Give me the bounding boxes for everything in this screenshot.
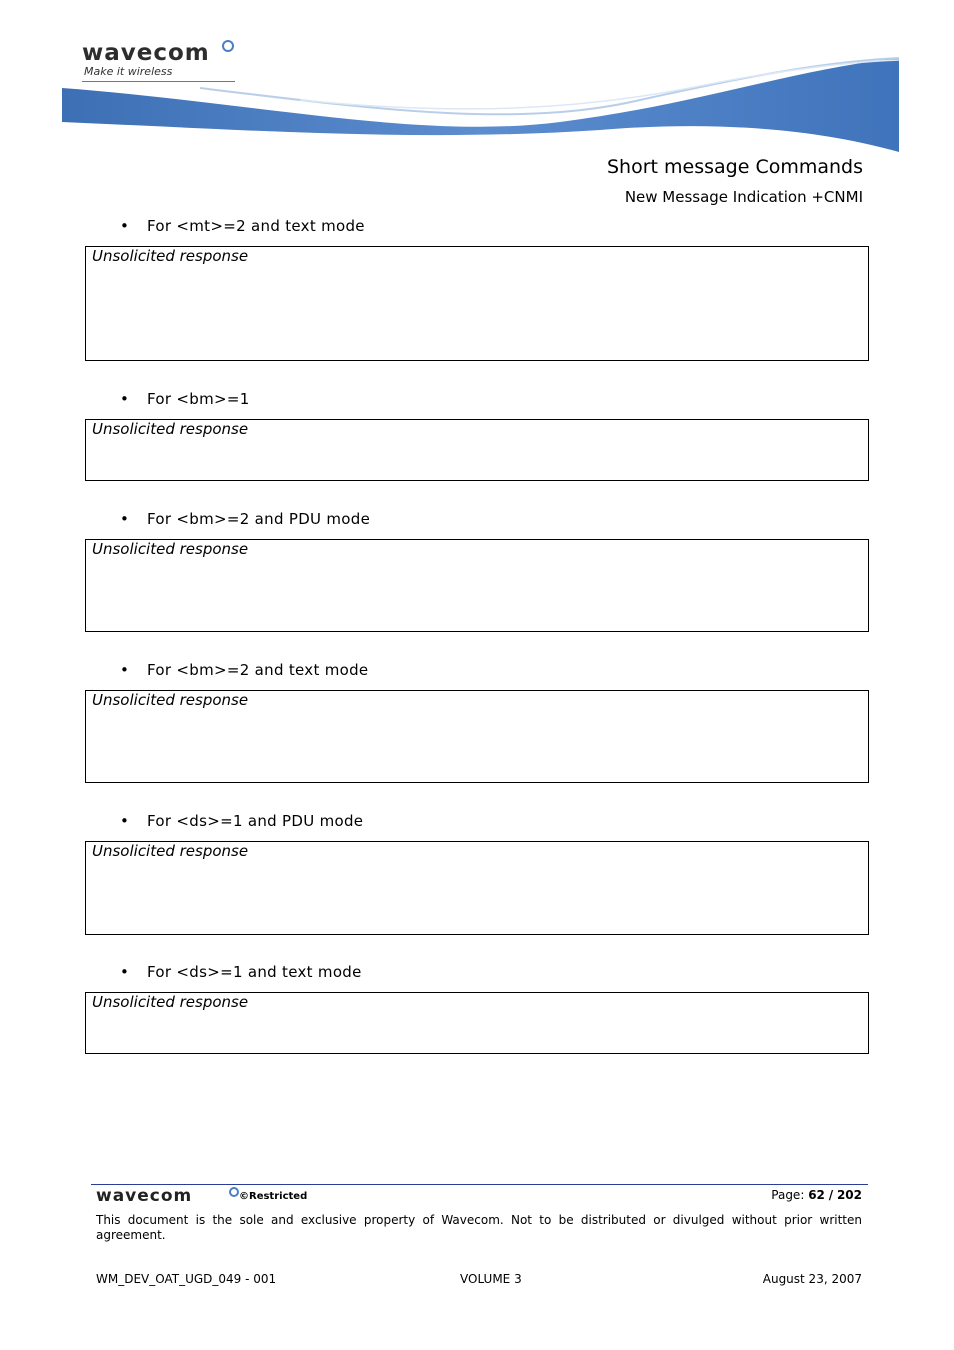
bullet-icon: • [120, 217, 130, 235]
response-box-label: Unsolicited response [92, 842, 249, 860]
response-box [85, 841, 869, 935]
page-number [771, 1188, 862, 1202]
restricted-mark: ©Restricted [239, 1191, 308, 1202]
logo-tagline: Make it wireless [84, 65, 173, 78]
bullet-icon: • [120, 390, 130, 408]
page-prefix: Page: [771, 1188, 805, 1202]
bullet-text: For <bm>=2 and text mode [147, 661, 369, 679]
bullet-text: For <mt>=2 and text mode [147, 217, 365, 235]
bullet-icon: • [120, 510, 130, 528]
page-current: 62 [808, 1188, 825, 1202]
footer-wavecom-logo: wavecom [96, 1186, 193, 1206]
bullet-text: For <ds>=1 and text mode [147, 963, 362, 981]
response-box [85, 246, 869, 361]
page-total: 202 [836, 1188, 862, 1202]
page-separator: / [828, 1188, 834, 1202]
response-box-label: Unsolicited response [92, 993, 249, 1011]
bullet-text: For <ds>=1 and PDU mode [147, 812, 364, 830]
bullet-icon: • [120, 812, 130, 830]
bullet-icon: • [120, 963, 130, 981]
response-box [85, 539, 869, 632]
document-date: August 23, 2007 [762, 1272, 862, 1286]
section-subtitle: New Message Indication +CNMI [624, 188, 863, 206]
response-box [85, 690, 869, 783]
bullet-text: For <bm>=1 [147, 390, 250, 408]
response-box [85, 419, 869, 481]
bullet-icon: • [120, 661, 130, 679]
confidentiality-notice: This document is the sole and exclusive property of Wavecom. Not to be distributed or divulged without prior written agreement. [96, 1213, 862, 1242]
response-box-label: Unsolicited response [92, 691, 249, 709]
bullet-text: For <bm>=2 and PDU mode [147, 510, 371, 528]
footer-rule [91, 1184, 868, 1185]
header-swoosh-graphic [0, 50, 954, 160]
volume-label: VOLUME 3 [460, 1272, 522, 1286]
response-box-label: Unsolicited response [92, 420, 249, 438]
response-box-label: Unsolicited response [92, 540, 249, 558]
wavecom-logo: wavecom [82, 40, 210, 66]
document-reference: WM_DEV_OAT_UGD_049 - 001 [96, 1272, 277, 1286]
response-box-label: Unsolicited response [92, 247, 249, 265]
footer-logo-swirl-icon [229, 1187, 239, 1197]
section-title: Short message Commands [606, 156, 863, 178]
response-box [85, 992, 869, 1054]
